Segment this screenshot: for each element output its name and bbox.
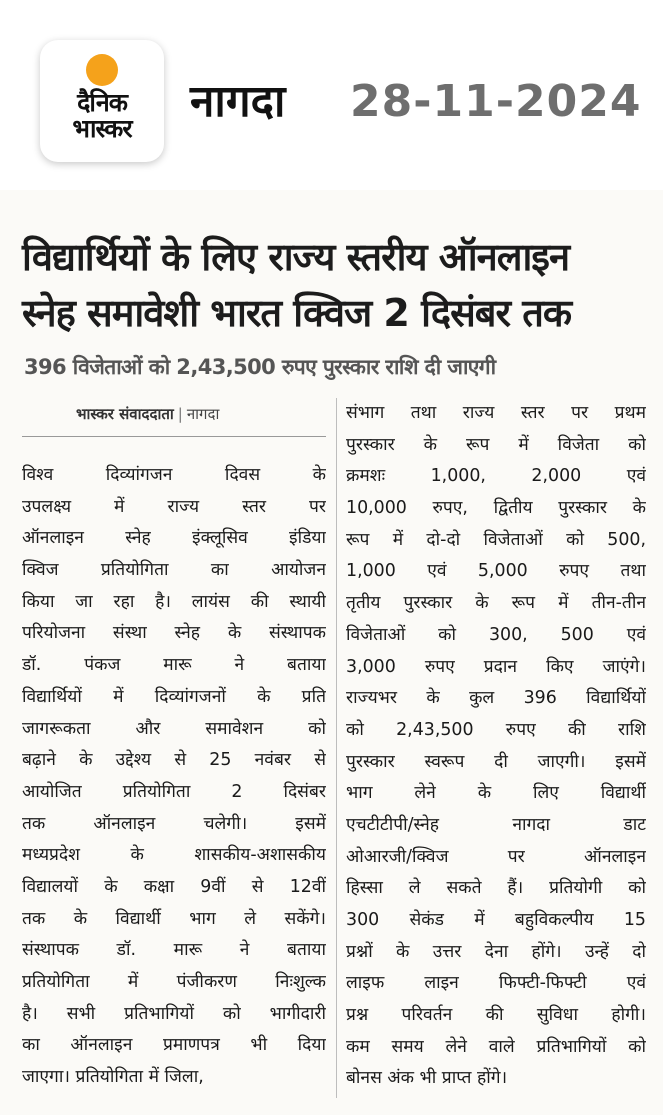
body-text-line: है। सभी प्रतिभागियों को भागीदारी <box>22 1003 326 1024</box>
headline-line-2: स्नेह समावेशी भारत क्विज 2 दिसंबर तक <box>22 291 572 335</box>
body-text-line: बोनस अंक भी प्राप्त होंगे। <box>346 1068 508 1089</box>
edition-city: नागदा <box>190 76 286 127</box>
logo-text-line2: भास्कर <box>72 114 132 143</box>
body-text-line: तक ऑनलाइन चलेगी। इसमें <box>22 813 326 834</box>
body-text-line: लाइफ लाइन फिफ्टी-फिफ्टी एवं <box>346 973 646 994</box>
body-text-line: राज्यभर के कुल 396 विद्यार्थियों <box>346 688 646 709</box>
article-body-left-column <box>22 460 326 1094</box>
body-text-line: कम समय लेने वाले प्रतिभागियों को <box>346 1036 646 1057</box>
body-text-line: 300 सेकंड में बहुविकल्पीय 15 <box>346 910 646 930</box>
headline-line-1: विद्यार्थियों के लिए राज्य स्तरीय ऑनलाइन <box>22 235 570 279</box>
body-text-line: विद्यार्थियों में दिव्यांगजनों के प्रति <box>22 686 326 707</box>
body-text-line: विश्व दिव्यांगजन दिवस के <box>22 465 326 485</box>
body-text-line: एचटीटीपी/स्नेह नागदा डाट <box>346 814 646 835</box>
body-text-line: जागरूकता और समावेशन को <box>22 718 326 739</box>
body-text-line: संस्थापक डॉ. मारू ने बताया <box>22 940 326 961</box>
body-text-line: पुरस्कार स्वरूप दी जाएगी। इसमें <box>346 751 646 772</box>
body-text-line: 1,000 एवं 5,000 रुपए तथा <box>346 561 646 582</box>
body-text-line: प्रतियोगिता में पंजीकरण निःशुल्क <box>22 972 326 992</box>
body-text-line: पुरस्कार के रूप में विजेता को <box>346 434 646 455</box>
byline <box>76 404 219 424</box>
column-divider <box>336 398 337 1098</box>
byline-location: नागदा <box>186 405 220 423</box>
body-text-line: विजेताओं को 300, 500 एवं <box>346 624 646 645</box>
body-text-line: मध्यप्रदेश के शासकीय-अशासकीय <box>22 845 326 866</box>
body-text-line: बढ़ाने के उद्देश्य से 25 नवंबर से <box>22 750 326 771</box>
masthead <box>0 0 663 190</box>
body-text-line: ऑनलाइन स्नेह इंक्लूसिव इंडिया <box>22 528 326 549</box>
body-text-line: का ऑनलाइन प्रमाणपत्र भी दिया <box>22 1035 326 1056</box>
body-text-line: डॉ. पंकज मारू ने बताया <box>22 655 326 676</box>
body-text-line: संभाग तथा राज्य स्तर पर प्रथम <box>346 403 646 423</box>
body-text-line: 3,000 रुपए प्रदान किए जाएंगे। <box>346 656 646 677</box>
logo-text-line1: दैनिक <box>77 88 127 117</box>
body-text-line: क्विज प्रतियोगिता का आयोजन <box>22 560 326 581</box>
byline-reporter: भास्कर संवाददाता <box>76 405 174 423</box>
body-text-line: उपलक्ष्य में राज्य स्तर पर <box>22 496 326 517</box>
body-text-line: हिस्सा ले सकते हैं। प्रतियोगी को <box>346 878 646 899</box>
body-text-line: तक के विद्यार्थी भाग ले सकेंगे। <box>22 908 326 929</box>
body-text-line: रूप में दो-दो विजेताओं को 500, <box>346 529 646 550</box>
body-text-line: भाग लेने के लिए विद्यार्थी <box>346 783 646 804</box>
body-text-line: विद्यालयों के कक्षा 9वीं से 12वीं <box>22 876 326 897</box>
edition-date: 28-11-2024 <box>350 76 642 127</box>
body-text-line: तृतीय पुरस्कार के रूप में तीन-तीन <box>346 593 646 614</box>
body-text-line: प्रश्न परिवर्तन की सुविधा होगी। <box>346 1005 646 1026</box>
body-text-line: आयोजित प्रतियोगिता 2 दिसंबर <box>22 781 326 802</box>
byline-separator: | <box>177 405 183 423</box>
body-text-line: प्रश्नों के उत्तर देना होंगे। उन्हें दो <box>346 941 646 962</box>
news-article-clipping <box>0 190 663 1115</box>
body-text-line: को 2,43,500 रुपए की राशि <box>346 719 646 740</box>
body-text-line: जाएगा। प्रतियोगिता में जिला, <box>22 1067 204 1088</box>
subheadline: 396 विजेताओं को 2,43,500 रुपए पुरस्कार राशि दी जाएगी <box>24 355 496 379</box>
body-text-line: 10,000 रुपए, द्वितीय पुरस्कार के <box>346 498 646 519</box>
article-body-right-column <box>346 398 646 1095</box>
body-text-line: ओआरजी/क्विज पर ऑनलाइन <box>346 846 646 867</box>
column-top-rule <box>22 436 326 437</box>
dainik-bhaskar-logo[interactable] <box>40 40 164 162</box>
body-text-line: किया जा रहा है। लायंस की स्थायी <box>22 591 326 612</box>
sun-icon <box>86 54 118 86</box>
body-text-line: क्रमशः 1,000, 2,000 एवं <box>346 466 646 487</box>
body-text-line: परियोजना संस्था स्नेह के संस्थापक <box>22 623 326 644</box>
